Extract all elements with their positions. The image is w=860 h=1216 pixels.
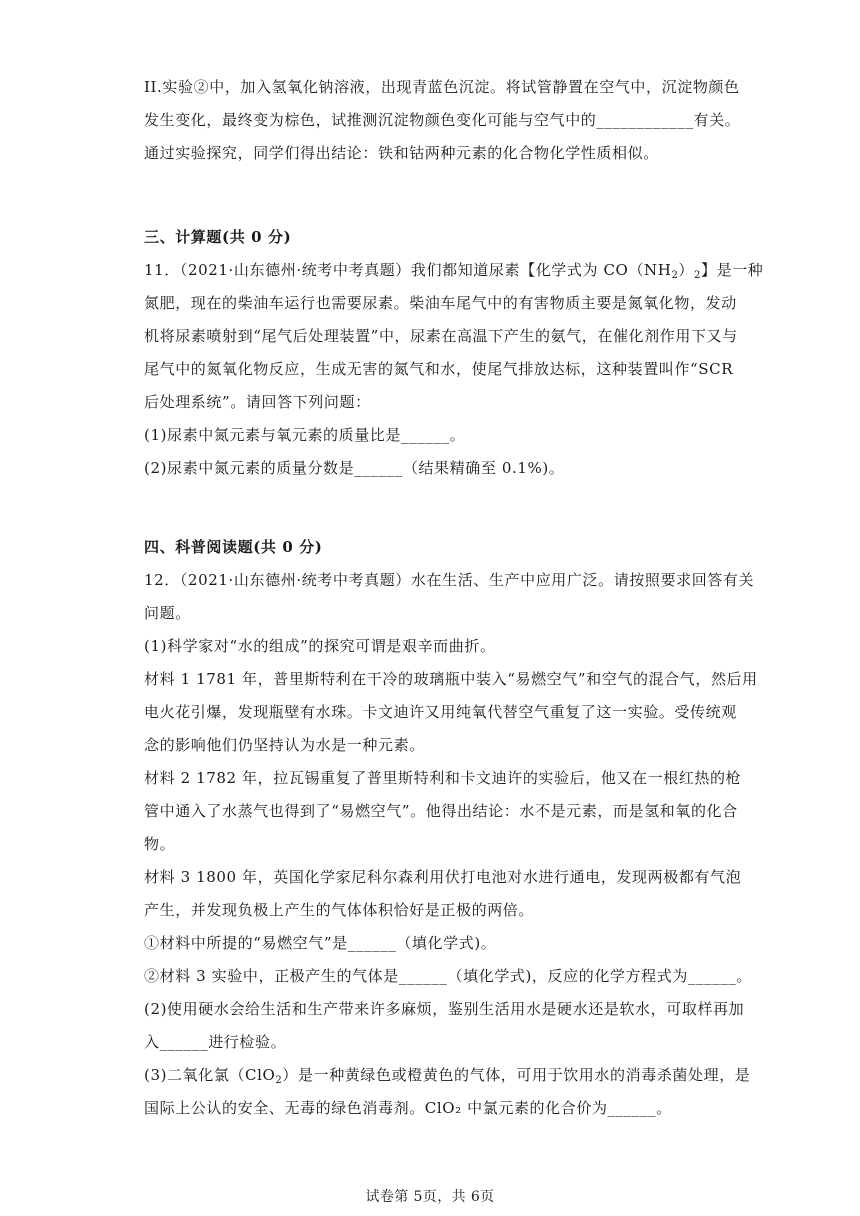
question-12-line: 12．（2021·山东德州·统考中考真题）水在生活、生产中应用广泛。请按照要求回答有关 <box>144 571 755 589</box>
text-line: 通过实验探究，同学们得出结论：铁和钴两种元素的化合物化学性质相似。 <box>144 144 659 162</box>
sub-question: (2)使用硬水会给生活和生产带来许多麻烦，鉴别生活用水是硬水还是软水，可取样再加 <box>144 1000 745 1018</box>
text-line: 材料 3 1800 年，英国化学家尼科尔森利用伏打电池对水进行通电，发现两极都有气泡 <box>144 868 742 886</box>
sub-question: (1)尿素中氮元素与氧元素的质量比是______。 <box>144 426 466 444</box>
sub-question: ②材料 3 实验中，正极产生的气体是______（填化学式)，反应的化学方程式为______。 <box>144 967 753 985</box>
text-line: 材料 1 1781 年，普里斯特利在干冷的玻璃瓶中装入“易燃空气”和空气的混合气，然后用 <box>144 670 758 688</box>
text-line: 产生，并发现负极上产生的气体体积恰好是正极的两倍。 <box>144 901 535 919</box>
section-heading-reading: 四、科普阅读题(共 0 分) <box>144 538 323 556</box>
text-line: 材料 2 1782 年，拉瓦锡重复了普里斯特利和卡文迪许的实验后，他又在一根红热的枪 <box>144 769 742 787</box>
sub-question: (1)科学家对“水的组成”的探究可谓是艰辛而曲折。 <box>144 637 496 655</box>
text-line: 后处理系统”。请回答下列问题： <box>144 393 371 411</box>
sub-question: (2)尿素中氮元素的质量分数是______（结果精确至 0.1%)。 <box>144 459 565 477</box>
sub-question: (3)二氧化氯（ClO$_2$）是一种黄绿色或橙黄色的气体，可用于饮用水的消毒杀菌处理，是 <box>144 1066 751 1086</box>
page-footer: 试卷第 5页，共 6页 <box>365 1189 495 1205</box>
text-line: 念的影响他们仍坚持认为水是一种元素。 <box>144 736 425 754</box>
text-line: 发生变化，最终变为棕色，试推测沉淀物颜色变化可能与空气中的____________有关。 <box>144 111 741 129</box>
text-line: 尾气中的氮氧化物反应，生成无害的氮气和水，使尾气排放达标，这种装置叫作“SCR <box>144 360 734 378</box>
section-heading-calculation: 三、计算题(共 0 分) <box>144 228 292 246</box>
text-line: 氮肥，现在的柴油车运行也需要尿素。柴油车尾气中的有害物质主要是氮氧化物，发动 <box>144 294 737 312</box>
text-line: 机将尿素喷射到“尾气后处理装置”中，尿素在高温下产生的氨气，在催化剂作用下又与 <box>144 327 738 345</box>
question-11-line: 11．（2021·山东德州·统考中考真题）我们都知道尿素【化学式为 $CO(NH_2)_2$】是一种 <box>144 261 764 281</box>
text-line: 电火花引爆，发现瓶壁有水珠。卡文迪许又用纯氧代替空气重复了这一实验。受传统观 <box>144 703 737 721</box>
text-line: 国际上公认的安全、无毒的绿色消毒剂。ClO₂ 中氯元素的化合价为______。 <box>144 1099 672 1117</box>
text-line: 物。 <box>144 835 176 853</box>
text-line: 管中通入了水蒸气也得到了“易燃空气”。他得出结论：水不是元素，而是氢和氧的化合 <box>144 802 738 820</box>
text-line: 问题。 <box>144 604 191 622</box>
text-line: 入______进行检验。 <box>144 1033 287 1051</box>
text-line: II.实验②中，加入氢氧化钠溶液，出现青蓝色沉淀。将试管静置在空气中，沉淀物颜色 <box>144 78 740 96</box>
sub-question: ①材料中所提的“易燃空气”是______（填化学式)。 <box>144 934 497 952</box>
